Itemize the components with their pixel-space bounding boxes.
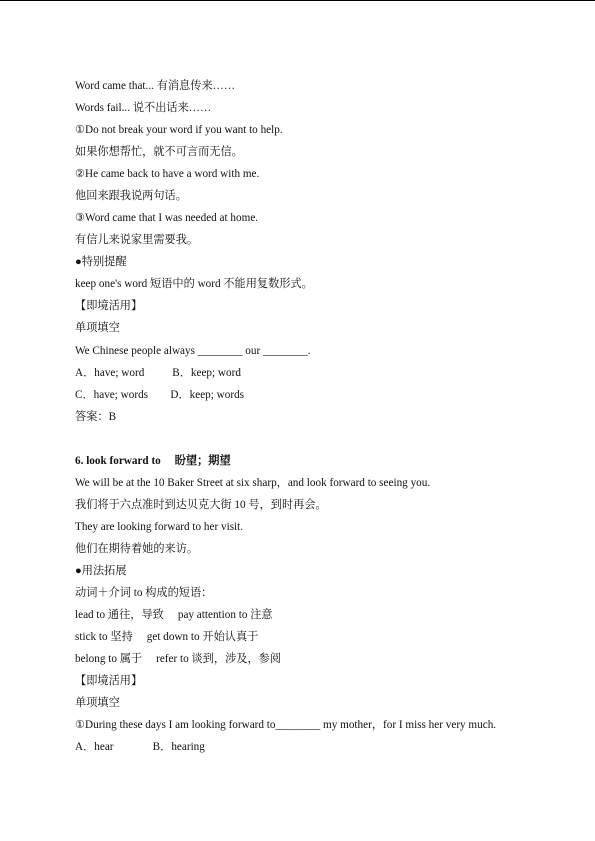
example-sentence: ②He came back to have a word with me. — [75, 168, 260, 180]
translation: 他们在期待着她的来访。 — [75, 543, 199, 555]
translation: 我们将于六点准时到达贝克大街 10 号，到时再会。 — [75, 499, 327, 511]
section-label: 【即境活用】 — [75, 675, 143, 687]
text-line: Words fail... 说不出话来…… — [75, 102, 212, 114]
phrase-list: belong to 属于 refer to 谈到，涉及，参阅 — [75, 653, 282, 665]
page-top-rule — [0, 0, 595, 1]
translation: 有信儿来说家里需要我。 — [75, 234, 199, 246]
exercise-type: 单项填空 — [75, 697, 120, 709]
translation: 如果你想帮忙，就不可言而无信。 — [75, 146, 243, 158]
phrase-heading: 6. look forward to 盼望；期望 — [75, 455, 231, 467]
phrase-list: lead to 通往，导致 pay attention to 注意 — [75, 609, 273, 621]
translation: 他回来跟我说两句话。 — [75, 190, 187, 202]
phrase-list: stick to 坚持 get down to 开始认真于 — [75, 631, 259, 643]
exercise-options: A．have; word B．keep; word — [75, 367, 241, 379]
section-label: ●特别提醒 — [75, 256, 127, 268]
example-sentence: We will be at the 10 Baker Street at six sharp，and look forward to seeing you. — [75, 477, 431, 489]
example-sentence: ③Word came that I was needed at home. — [75, 212, 259, 224]
example-sentence: ①Do not break your word if you want to help. — [75, 124, 283, 136]
exercise-question: ①During these days I am looking forward to________ my mother，for I miss her very much. — [75, 719, 497, 731]
section-label: ●用法拓展 — [75, 565, 127, 577]
text-line: Word came that... 有消息传来…… — [75, 80, 236, 92]
note-text: 动词＋介词 to 构成的短语： — [75, 587, 213, 599]
exercise-options: A．hear B．hearing — [75, 741, 205, 753]
section-label: 【即境活用】 — [75, 300, 143, 312]
exercise-type: 单项填空 — [75, 322, 120, 334]
note-text: keep one's word 短语中的 word 不能用复数形式。 — [75, 278, 313, 290]
answer: 答案：B — [75, 411, 117, 423]
exercise-question: We Chinese people always ________ our ________. — [75, 345, 311, 357]
exercise-options: C．have; words D．keep; words — [75, 389, 245, 401]
example-sentence: They are looking forward to her visit. — [75, 521, 244, 533]
